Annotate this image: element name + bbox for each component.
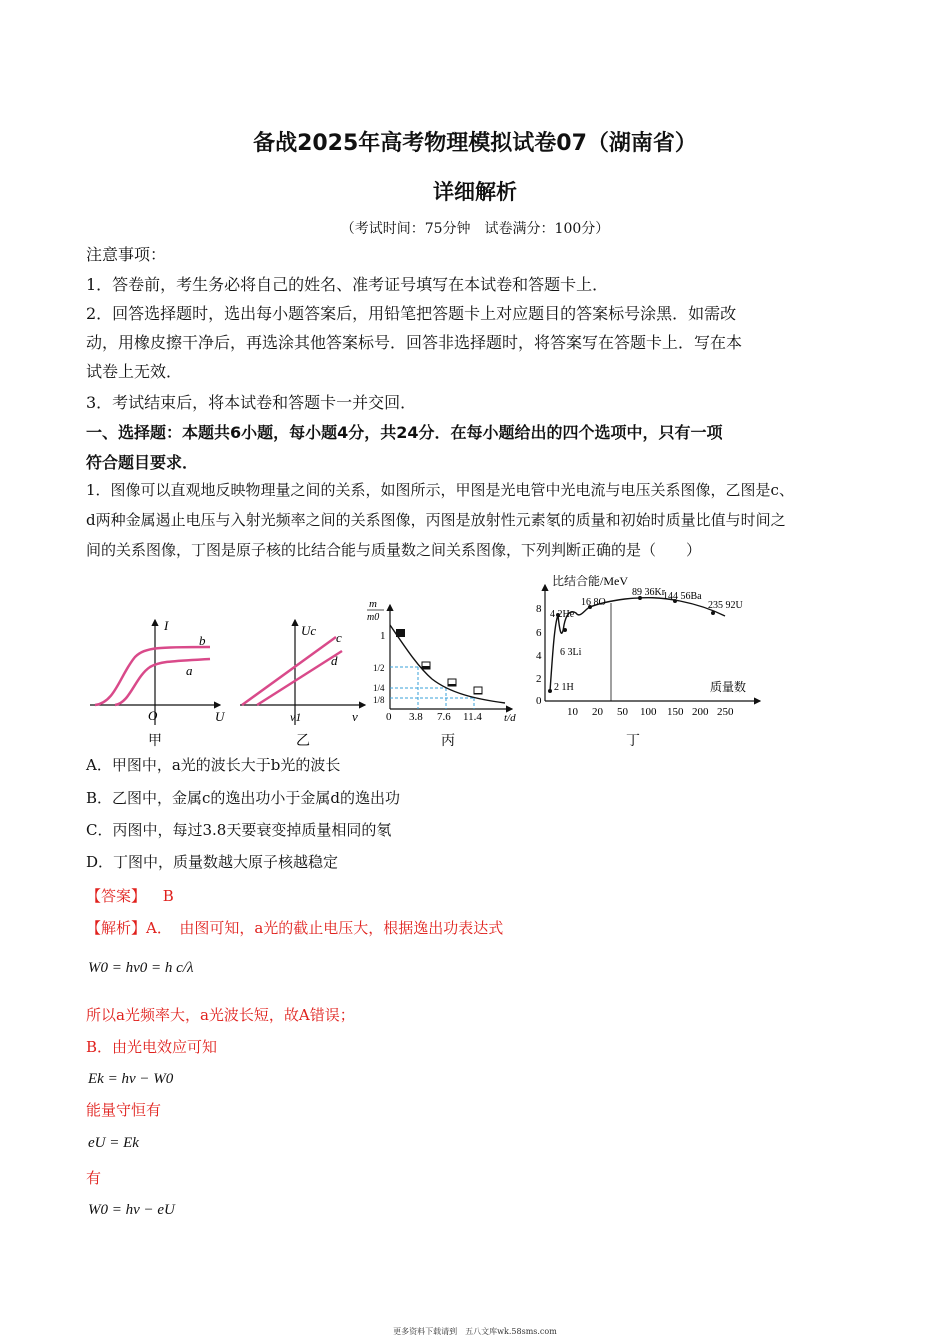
decay-curve xyxy=(390,625,505,703)
answer-line xyxy=(86,883,866,910)
question-figures xyxy=(80,575,780,750)
ding-nuclide: 235 92U xyxy=(708,600,743,611)
jia-y-label: I xyxy=(164,618,169,633)
ding-x-tick: 100 xyxy=(640,706,657,718)
exam-info: （考试时间：75分钟 试卷满分：100分） xyxy=(340,221,610,237)
figure-ding xyxy=(536,575,760,749)
figure-caption-yi: 乙 xyxy=(296,734,310,749)
bing-y-tick: 1/4 xyxy=(373,683,385,693)
ding-nuclide: 4 2He xyxy=(550,609,575,620)
bing-x-tick: 3.8 xyxy=(409,711,423,723)
answer-value: B xyxy=(162,887,174,905)
formula-photoelectric: Ek = hν − W0 xyxy=(88,1071,174,1087)
jia-x-label: U xyxy=(215,709,225,724)
line-c xyxy=(242,637,336,705)
bing-y-den: m0 xyxy=(367,612,380,623)
page-title: 备战2025年高考物理模拟试卷07（湖南省） xyxy=(253,131,697,156)
bing-y-num: m xyxy=(369,598,377,610)
bing-x-label: t/d xyxy=(504,712,516,724)
ding-x-tick: 250 xyxy=(717,706,734,718)
question-stem: d两种金属遏止电压与入射光频率之间的关系图像，丙图是放射性元素氡的质量和初始时质量比值与时间之 xyxy=(86,511,786,529)
question-stem: 1．图像可以直观地反映物理量之间的关系，如图所示，甲图是光电管中光电流与电压关系图像，乙图是c、 xyxy=(86,481,794,499)
ding-x-tick: 50 xyxy=(617,706,628,718)
formula-final: W0 = hν − eU xyxy=(88,1202,175,1218)
ding-nuclide: 6 3Li xyxy=(560,647,582,658)
option-c: C．丙图中，每过3.8天要衰变掉质量相同的氡 xyxy=(86,821,392,839)
notice-heading: 注意事项： xyxy=(86,245,167,264)
jia-curve-b-label: b xyxy=(199,633,206,648)
binding-energy-curve xyxy=(550,598,725,691)
ding-y-tick: 2 xyxy=(536,673,542,685)
formula-energy: eU = Ek xyxy=(88,1135,139,1151)
analysis-b-text: B．由光电效应可知 xyxy=(86,1038,218,1056)
option-a: A．甲图中，a光的波长大于b光的波长 xyxy=(86,756,341,774)
section-heading-cont: 符合题目要求． xyxy=(86,453,199,472)
section-heading: 一、选择题：本题共6小题，每小题4分，共24分．在每小题给出的四个选项中，只有一项 xyxy=(86,423,723,442)
notice-item: 3．考试结束后，将本试卷和答题卡一并交回． xyxy=(86,393,417,412)
notice-item: 1．答卷前，考生务必将自己的姓名、准考证号填写在本试卷和答题卡上． xyxy=(86,275,609,294)
figure-bing xyxy=(367,598,516,749)
figure-caption-jia: 甲 xyxy=(148,734,162,749)
notice-item: 试卷上无效． xyxy=(86,362,183,381)
analysis-a-line xyxy=(86,915,866,942)
jia-curve-a-label: a xyxy=(186,663,193,678)
ding-nuclide: 2 1H xyxy=(554,682,574,693)
bing-x-tick: 0 xyxy=(386,711,392,723)
ding-x-tick: 10 xyxy=(567,706,578,718)
option-b: B．乙图中，金属c的逸出功小于金属d的逸出功 xyxy=(86,789,401,807)
notice-item: 2．回答选择题时，选出每小题答案后，用铅笔把答题卡上对应题目的答案标号涂黑．如需改 xyxy=(86,304,737,323)
page-footer: 更多资料下载请到 五八文库wk.58sms.com xyxy=(393,1327,557,1336)
bing-x-tick: 7.6 xyxy=(437,711,451,723)
analysis-label: 【解析】 xyxy=(86,919,147,937)
ding-y-tick: 6 xyxy=(536,627,542,639)
analysis-energy-text: 能量守恒有 xyxy=(86,1101,162,1119)
bing-y-tick: 1/2 xyxy=(373,663,385,673)
yi-x-label: ν xyxy=(352,709,358,724)
ding-nuclide: 89 36Kr xyxy=(632,587,666,598)
figure-yi xyxy=(240,620,365,749)
ding-y-tick: 4 xyxy=(536,650,542,662)
yi-curve-d-label: d xyxy=(331,653,338,668)
option-d: D．丁图中，质量数越大原子核越稳定 xyxy=(86,853,339,871)
bing-y-tick: 1 xyxy=(380,630,386,642)
jia-origin: O xyxy=(148,708,158,723)
figure-caption-bing: 丙 xyxy=(441,734,455,749)
ding-nuclide: 144 56Ba xyxy=(663,591,702,602)
ding-y-tick: 0 xyxy=(536,695,542,707)
ding-x-label: 质量数 xyxy=(710,680,747,694)
yi-y-label: Uc xyxy=(301,623,317,638)
figure-caption-ding: 丁 xyxy=(626,734,640,749)
question-stem: 间的关系图像，丁图是原子核的比结合能与质量数之间关系图像，下列判断正确的是（ ） xyxy=(86,541,702,559)
curve-b xyxy=(95,647,210,705)
yi-curve-c-label: c xyxy=(336,630,342,645)
bing-x-tick: 11.4 xyxy=(463,711,482,723)
analysis-a-conclusion: 所以a光频率大，a光波长短，故A错误； xyxy=(86,1006,355,1024)
bing-y-tick: 1/8 xyxy=(373,695,385,705)
analysis-you-text: 有 xyxy=(86,1169,102,1187)
line-d xyxy=(257,651,342,705)
ding-x-tick: 150 xyxy=(667,706,684,718)
ding-nuclide: 16 8O xyxy=(581,597,606,608)
ding-y-tick: 8 xyxy=(536,603,542,615)
figure-jia xyxy=(90,618,226,749)
formula-work-function: W0 = hν0 = h c/λ xyxy=(88,960,194,976)
ding-y-label: 比结合能/MeV xyxy=(552,575,628,588)
answer-label: 【答案】 xyxy=(86,887,147,905)
page-subtitle: 详细解析 xyxy=(433,180,517,204)
ding-x-tick: 20 xyxy=(592,706,603,718)
analysis-a-text: A． 由图可知，a光的截止电压大，根据逸出功表达式 xyxy=(146,919,504,937)
notice-item: 动，用橡皮擦干净后，再选涂其他答案标号．回答非选择题时，将答案写在答题卡上．写在本 xyxy=(86,333,743,352)
yi-x-tick: ν1 xyxy=(290,710,302,724)
ding-x-tick: 200 xyxy=(692,706,709,718)
